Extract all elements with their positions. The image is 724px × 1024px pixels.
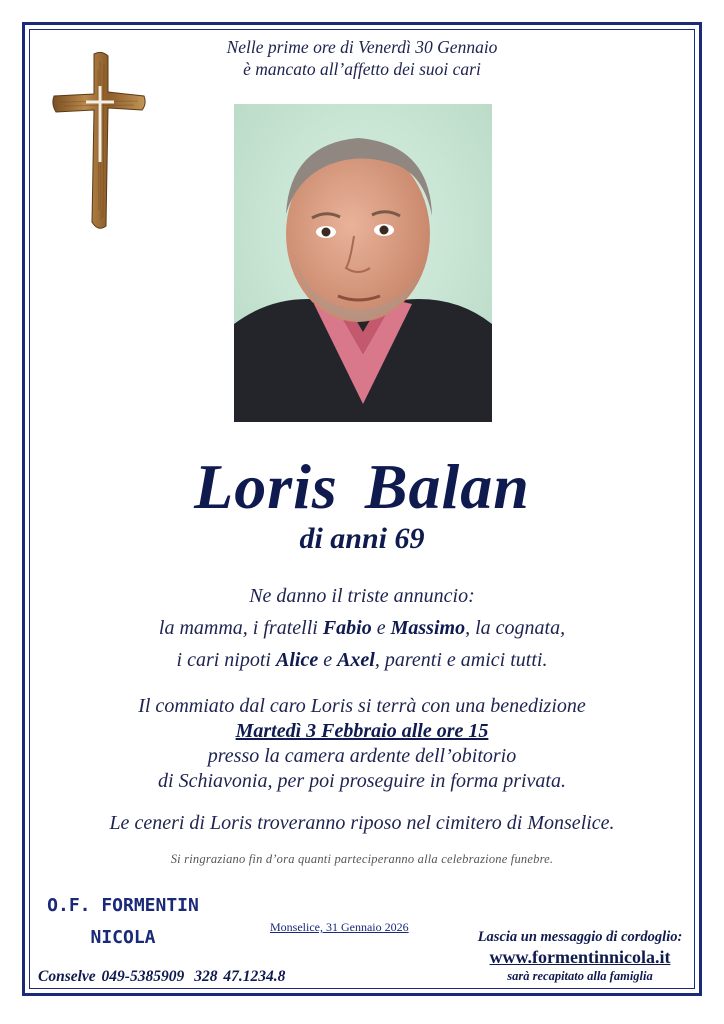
ceremony-line-4: di Schiavonia, per poi proseguire in forma privata. xyxy=(158,770,566,792)
ceremony-line-3: presso la camera ardente dell’obitorio xyxy=(207,745,517,767)
text-segment: i cari nipoti xyxy=(176,649,276,671)
text-segment: la mamma, i fratelli xyxy=(158,617,323,639)
condolence-note: sarà recapitato alla famiglia xyxy=(507,969,653,983)
nephew-name: Alice xyxy=(275,649,319,671)
phone-numbers xyxy=(38,968,285,986)
condolence-prompt: Lascia un messaggio di cordoglio: xyxy=(477,929,683,945)
deceased-name: Loris Balan xyxy=(194,451,530,522)
text-segment: e xyxy=(371,617,391,639)
agency-name xyxy=(40,890,206,954)
brother-name: Massimo xyxy=(390,617,466,639)
text-segment: , parenti e amici tutti. xyxy=(374,649,548,671)
agency-line-2: NICOLA xyxy=(90,927,156,948)
intro-line-2: è mancato all’affetto dei suoi cari xyxy=(243,59,481,79)
intro-line-1: Nelle prime ore di Venerdì 30 Gennaio xyxy=(226,37,498,57)
agency-line-1: O.F. FORMENTIN xyxy=(47,895,199,916)
ceremony-line-1: Il commiato dal caro Loris si terrà con una benedizione xyxy=(138,695,586,717)
announcement-line-2 xyxy=(0,612,724,644)
brother-name: Fabio xyxy=(322,617,372,639)
place-date: Monselice, 31 Gennaio 2026 xyxy=(270,920,409,934)
announcement xyxy=(0,580,724,676)
nephew-name: Axel xyxy=(337,649,375,671)
thanks-text: Si ringraziano fin d’ora quanti parteciperanno alla celebrazione funebre. xyxy=(170,852,554,866)
announcement-line-3 xyxy=(0,644,724,676)
mobile-phone[interactable]: 328 47.1234.8 xyxy=(194,968,286,985)
text-segment: , la cognata, xyxy=(465,617,566,639)
portrait-photo xyxy=(234,104,492,422)
ceremony-info xyxy=(0,694,724,794)
ashes-text: Le ceneri di Loris troveranno riposo nel cimitero di Monselice. xyxy=(109,812,615,834)
announcement-line-1: Ne danno il triste annuncio: xyxy=(249,585,475,607)
condolence-box xyxy=(470,928,690,984)
wooden-cross-icon xyxy=(50,50,148,232)
office-phone[interactable]: Conselve 049-5385909 xyxy=(38,968,185,985)
website-link[interactable]: www.formentinnicola.it xyxy=(489,947,671,967)
text-segment: e xyxy=(318,649,338,671)
ceremony-date: Martedì 3 Febbraio alle ore 15 xyxy=(235,720,489,742)
deceased-age: di anni 69 xyxy=(299,522,425,555)
